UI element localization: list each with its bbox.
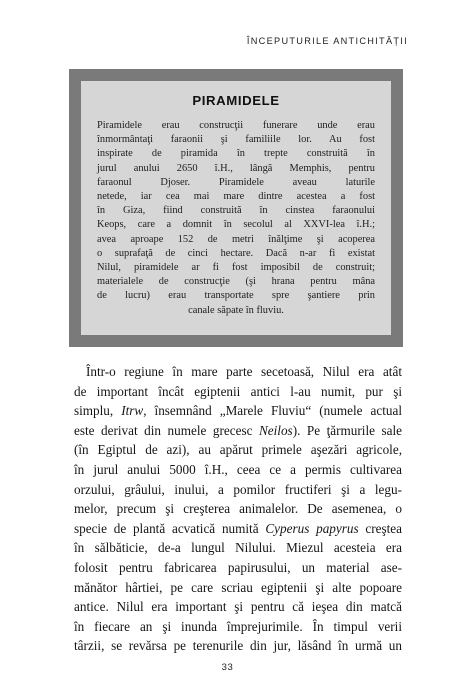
paragraph-line: în sălbăticie, de-a lungul Nilului. Miezul acesteia era (74, 540, 402, 556)
italic-term: Cyperus papyrus (265, 520, 359, 536)
paragraph-line (74, 519, 402, 539)
paragraph-line: în jurul anului 5000 î.H., ceea ce a permis cultivarea (74, 461, 402, 477)
text-run: creştea (358, 520, 402, 536)
paragraph-line: folosit pentru fabricarea papirusului, un material ase- (74, 559, 402, 575)
box-line: materialele de construcţie (şi hrana pentru mâna (97, 276, 375, 288)
italic-term: Itrw (121, 403, 144, 419)
text-run: simplu, (74, 403, 122, 419)
text-run: specie de plantă acvatică numită (74, 520, 266, 536)
paragraph-line: de important încât egiptenii antici l-au numit, pur şi (74, 383, 402, 399)
box-line: Piramidele erau construcţii funerare unde erau (97, 120, 375, 131)
paragraph-line (74, 401, 402, 421)
text-run: , însemnând „Marele Fluviu“ (numele actual (143, 403, 402, 419)
page-number: 33 (221, 662, 234, 673)
italic-term: Neilos (258, 422, 293, 438)
box-line: avea aproape 152 de metri înălţime şi acoperea (97, 233, 375, 245)
body-paragraph (74, 362, 402, 656)
box-line: înmormântaţi faraonii şi familiile lor. Au fost (97, 134, 375, 146)
box-line: Keops, care a domnit în secolul al XXVI-lea î.H.; (97, 219, 375, 231)
box-line: faraonul Djoser. Piramidele aveau laturile (97, 176, 375, 188)
paragraph-line (74, 421, 402, 441)
paragraph-line: melor, precum şi creşterea animalelor. De asemenea, o (74, 501, 402, 517)
paragraph-line: antice. Nilul era important şi pentru că ieşea din matcă (74, 599, 402, 615)
text-run: este derivat din numele grecesc (74, 422, 259, 438)
box-line: inspirate de piramida în trepte construită în (97, 148, 375, 160)
box-line: jurul anului 2650 î.H., lângă Memphis, pentru (97, 162, 375, 174)
sidebar-box-inner (81, 81, 391, 335)
paragraph-line: în fiecare an şi inunda împrejurimile. În timpul verii (74, 618, 402, 634)
paragraph-line: târzii, se revărsa pe terenurile din jur, lăsând în urmă un (74, 638, 402, 654)
sidebar-box (69, 69, 403, 347)
box-line: netede, iar cea mai mare dintre acestea a fost (97, 191, 375, 203)
box-line: canale săpate în fluviu. (188, 304, 284, 316)
box-line: în Giza, fiind construită în cinstea faraonului (97, 205, 375, 217)
paragraph-line: Într-o regiune în mare parte secetoasă, Nilul era atât (86, 364, 402, 379)
box-line: o suprafaţă de cinci hectare. Dacă n-ar fi existat (97, 247, 375, 259)
box-line: de lucru) erau transportate spre şantiere prin (97, 290, 375, 302)
running-head: ÎNCEPUTURILE ANTICHITĂȚII (246, 36, 408, 46)
paragraph-line: (în Egiptul de azi), au apărut primele aşezări agricole, (74, 442, 402, 458)
paragraph-line: orzului, grâului, inului, a pomilor fructiferi şi a legu- (74, 481, 402, 497)
sidebar-box-text (97, 119, 375, 318)
sidebar-box-title: PIRAMIDELE (192, 93, 280, 108)
text-run: ). Pe ţărmurile sale (292, 422, 402, 438)
box-line: Nilul, piramidele ar fi fost imposibil de construit; (97, 262, 375, 274)
paragraph-line: mănător hârtiei, pe care scriau egiptenii şi alte popoare (74, 579, 402, 595)
